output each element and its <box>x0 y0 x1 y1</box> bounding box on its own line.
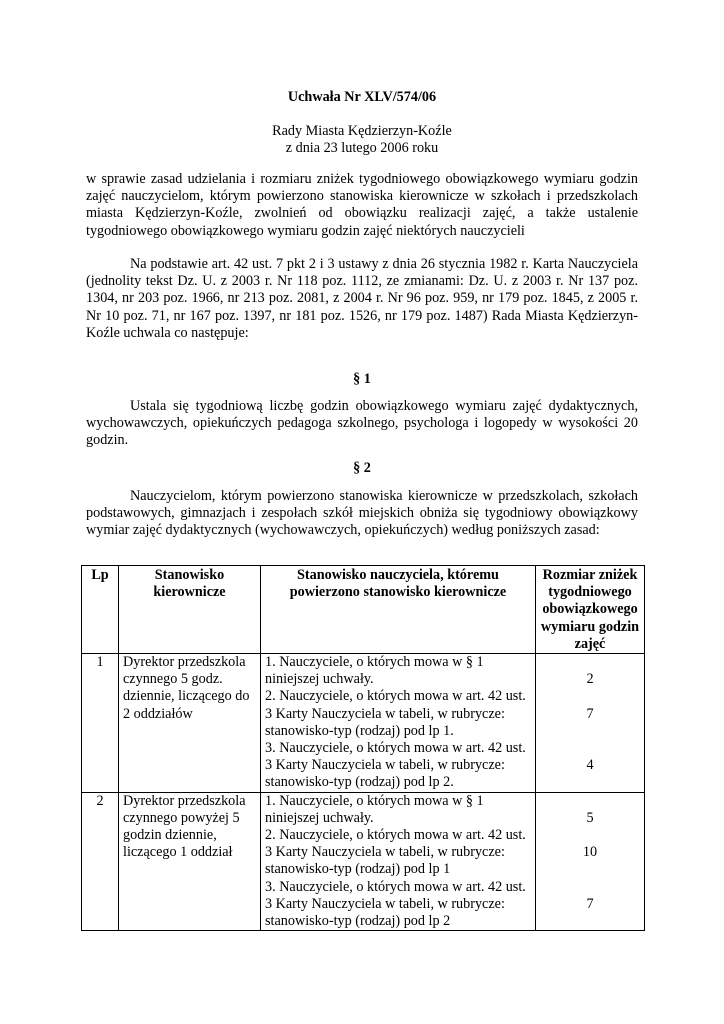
section-2-text: Nauczycielom, którym powierzono stanowiska kierownicze w przedszkolach, szkołach podstawowych, gimnazjach i zespołach szkół miejskich obniża się tygodniowy obowiązkowy wymiar zajęć dydaktycznych (wychowawczych, opiekuńczych) według poniższych zasad: <box>86 488 638 539</box>
legal-basis-paragraph: Na podstawie art. 42 ust. 7 pkt 2 i 3 ustawy z dnia 26 stycznia 1982 r. Karta Nauczyciela (jednolity tekst Dz. U. z 2003 r. Nr 118 poz. 1112, ze zmianami: Dz. U. z 2003 r. Nr 137 poz. 1304, nr 203 poz. 1966, nr 213 poz. 2081, z 2004 r. Nr 96 poz. 959, nr 179 poz. 1845, z 2005 r. Nr 10 poz. 71, nr 167 poz. 1397, nr 181 poz. 1526, nr 179 poz. 1487) Rada Miasta Kędzierzyn-Koźle uchwala co następuje: <box>86 256 638 341</box>
teacher-item: 1. Nauczyciele, o których mowa w § 1 niniejszej uchwały. <box>265 654 484 688</box>
table-row <box>82 654 645 793</box>
section-2-heading: § 2 <box>353 460 371 476</box>
row-reduction <box>536 654 645 793</box>
row-teacher <box>261 792 536 931</box>
teacher-item: 3. Nauczyciele, o których mowa w art. 42 ust. 3 Karty Nauczyciela w tabeli, w rubrycze: stanowisko-typ (rodzaj) pod lp 2 <box>265 878 526 930</box>
row-position: Dyrektor przedszkola czynnego powyżej 5 godzin dziennie, liczącego 1 oddział <box>119 792 261 931</box>
reduction-table <box>81 565 645 931</box>
reduction-value: 7 <box>586 705 594 722</box>
reduction-value: 4 <box>586 757 594 774</box>
reduction-value: 2 <box>586 671 594 688</box>
header-lp: Lp <box>82 566 119 654</box>
reduction-value: 5 <box>586 809 594 826</box>
table-row <box>82 792 645 931</box>
council-name: Rady Miasta Kędzierzyn-Koźle <box>272 123 452 139</box>
document-title: Uchwała Nr XLV/574/06 <box>287 89 437 105</box>
table-header-row <box>82 566 645 654</box>
header-teacher: Stanowisko nauczyciela, któremu powierzono stanowisko kierownicze <box>261 566 536 654</box>
teacher-item: 2. Nauczyciele, o których mowa w art. 42 ust. 3 Karty Nauczyciela w tabeli, w rubrycze: stanowisko-typ (rodzaj) pod lp 1 <box>265 827 526 878</box>
subject-paragraph: w sprawie zasad udzielania i rozmiaru zniżek tygodniowego obowiązkowego wymiaru godzin zajęć nauczycielom, którym powierzono stanowiska kierownicze w szkołach i przedszkolach miasta Kędzierzyn-Koźle, zwolnień od obowiązku realizacji zajęć, a także ustalenie tygodniowego obowiązkowego wymiaru godzin zajęć niektórych nauczycieli <box>86 171 638 239</box>
teacher-item: 2. Nauczyciele, o których mowa w art. 42 ust. 3 Karty Nauczyciela w tabeli, w rubrycze: stanowisko-typ (rodzaj) pod lp 1. <box>265 688 526 739</box>
row-lp: 1 <box>82 654 119 793</box>
row-position: Dyrektor przedszkola czynnego 5 godz. dziennie, liczącego do 2 oddziałów <box>119 654 261 793</box>
teacher-item: 1. Nauczyciele, o których mowa w § 1 niniejszej uchwały. <box>265 792 484 826</box>
row-lp: 2 <box>82 792 119 931</box>
row-reduction <box>536 792 645 931</box>
section-1-text: Ustala się tygodniową liczbę godzin obowiązkowego wymiaru zajęć dydaktycznych, wychowawczych, opiekuńczych pedagoga szkolnego, psychologa i logopedy w wysokości 20 godzin. <box>86 398 638 449</box>
header-position: Stanowisko kierownicze <box>119 566 261 654</box>
teacher-item: 3. Nauczyciele, o których mowa w art. 42 ust. 3 Karty Nauczyciela w tabeli, w rubrycze: stanowisko-typ (rodzaj) pod lp 2. <box>265 740 526 791</box>
header-reduction: Rozmiar zniżek tygodniowego obowiązkowego wymiaru godzin zajęć <box>536 566 645 654</box>
reduction-value: 7 <box>586 895 594 912</box>
section-1-heading: § 1 <box>353 371 371 387</box>
row-teacher <box>261 654 536 793</box>
document-date: z dnia 23 lutego 2006 roku <box>285 140 439 156</box>
reduction-value: 10 <box>582 844 598 861</box>
